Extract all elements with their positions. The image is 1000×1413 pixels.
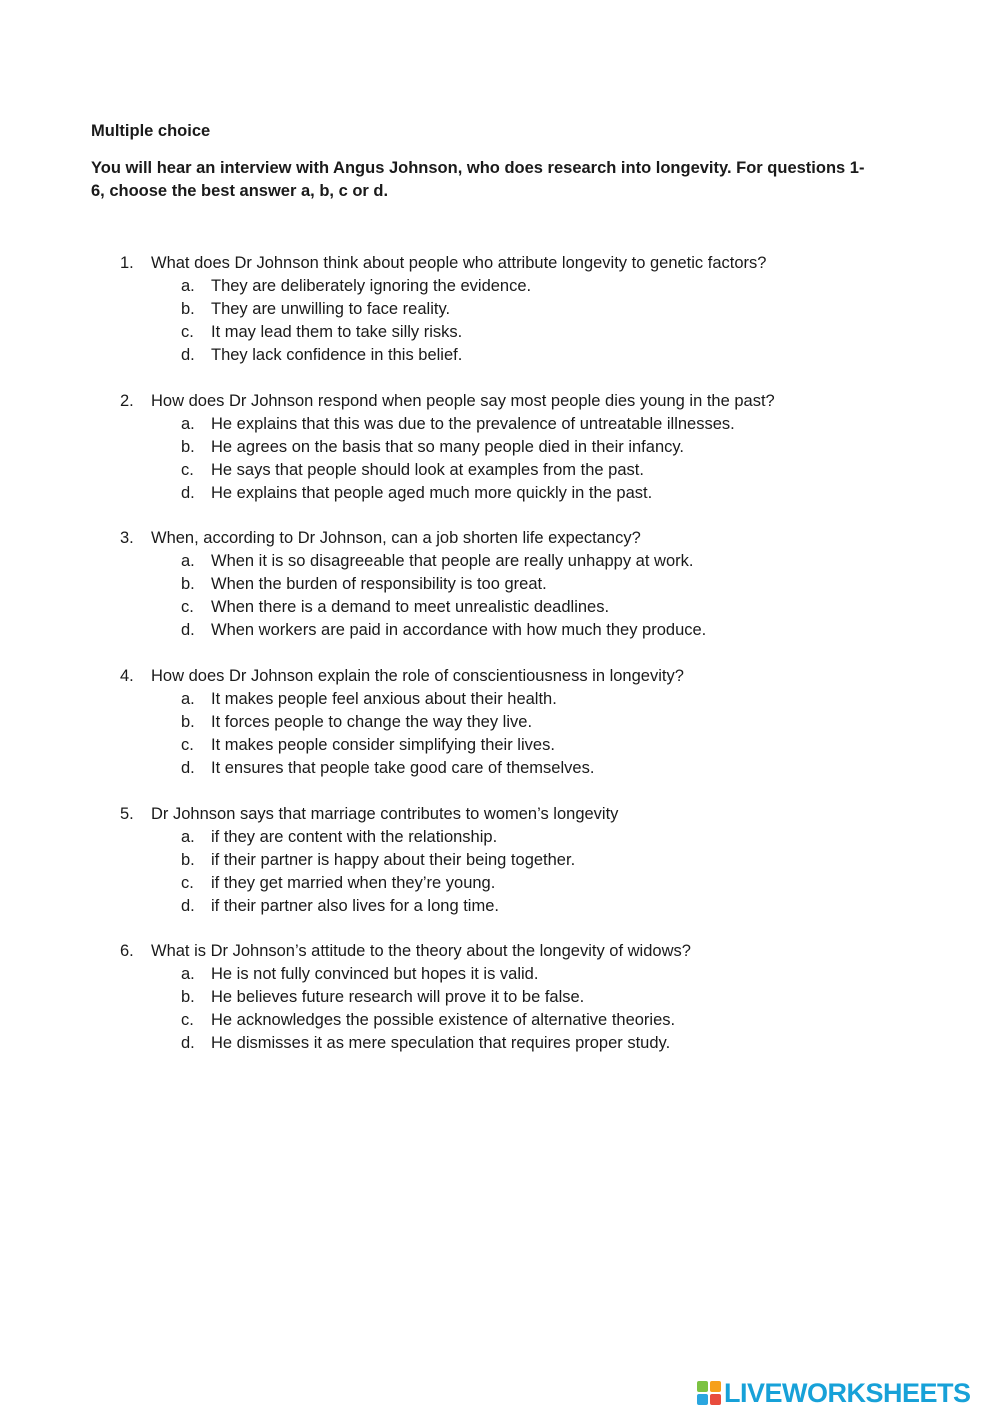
worksheet-title: Multiple choice <box>91 122 211 140</box>
logo-text: LIVEWORKSHEETS <box>724 1378 971 1408</box>
option-letter: d. <box>181 483 195 502</box>
answer-option[interactable] <box>181 734 880 757</box>
option-letter: b. <box>181 300 195 318</box>
answer-option[interactable] <box>181 688 880 711</box>
option-text: When the burden of responsibility is too great. <box>211 575 547 594</box>
option-letter: a. <box>181 690 195 709</box>
question-text: Dr Johnson says that marriage contributes to women’s longevity <box>151 804 619 823</box>
option-list <box>120 826 880 918</box>
option-letter: a. <box>181 827 195 846</box>
option-text: He explains that this was due to the prevalence of untreatable illnesses. <box>211 414 735 433</box>
question-number: 4. <box>120 667 134 686</box>
option-text: He says that people should look at examples from the past. <box>211 460 644 479</box>
option-letter: c. <box>181 873 194 892</box>
answer-option[interactable] <box>181 1032 880 1055</box>
question-item <box>120 252 880 367</box>
answer-option[interactable] <box>181 321 880 344</box>
answer-option[interactable] <box>181 482 880 505</box>
question-item <box>120 665 880 780</box>
option-letter: b. <box>181 437 195 456</box>
question-item <box>120 390 880 505</box>
option-letter: d. <box>181 896 195 915</box>
option-text: It ensures that people take good care of themselves. <box>211 759 595 778</box>
option-letter: c. <box>181 323 194 341</box>
option-letter: a. <box>181 552 195 571</box>
question-number: 6. <box>120 942 134 961</box>
option-letter: a. <box>181 414 195 433</box>
option-text: It makes people consider simplifying their lives. <box>211 736 555 755</box>
option-letter: a. <box>181 965 195 984</box>
option-text: When it is so disagreeable that people are really unhappy at work. <box>211 552 694 571</box>
option-letter: c. <box>181 1011 194 1030</box>
option-text: They are unwilling to face reality. <box>211 300 451 318</box>
answer-option[interactable] <box>181 550 880 573</box>
question-number: 1. <box>120 254 134 272</box>
answer-option[interactable] <box>181 711 880 734</box>
option-text: if their partner is happy about their being together. <box>211 850 576 869</box>
option-text: if their partner also lives for a long time. <box>211 896 499 915</box>
question-number: 3. <box>120 529 134 548</box>
answer-option[interactable] <box>181 849 880 872</box>
option-letter: b. <box>181 713 195 732</box>
option-list <box>120 963 880 1055</box>
option-text: They lack confidence in this belief. <box>211 346 463 364</box>
answer-option[interactable] <box>181 895 880 918</box>
option-text: He acknowledges the possible existence of alternative theories. <box>211 1011 676 1030</box>
question-text: How does Dr Johnson explain the role of conscientiousness in longevity? <box>151 667 684 686</box>
question-number: 2. <box>120 391 134 410</box>
option-letter: b. <box>181 575 195 594</box>
answer-option[interactable] <box>181 986 880 1009</box>
answer-option[interactable] <box>181 413 880 436</box>
answer-option[interactable] <box>181 344 880 367</box>
answer-option[interactable] <box>181 963 880 986</box>
question-item <box>120 527 880 642</box>
answer-option[interactable] <box>181 298 880 321</box>
answer-option[interactable] <box>181 757 880 780</box>
option-list <box>120 688 880 780</box>
question-text: What does Dr Johnson think about people who attribute longevity to genetic factors? <box>151 254 767 272</box>
answer-option[interactable] <box>181 1009 880 1032</box>
option-text: When workers are paid in accordance with how much they produce. <box>211 621 707 640</box>
answer-option[interactable] <box>181 436 880 459</box>
liveworksheets-logo <box>697 1378 971 1408</box>
option-text: They are deliberately ignoring the evidence. <box>211 277 532 295</box>
answer-option[interactable] <box>181 573 880 596</box>
option-text: He is not fully convinced but hopes it is valid. <box>211 965 539 984</box>
option-text: He dismisses it as mere speculation that requires proper study. <box>211 1034 671 1053</box>
question-item <box>120 803 880 918</box>
option-text: He explains that people aged much more quickly in the past. <box>211 483 653 502</box>
option-letter: d. <box>181 1034 195 1053</box>
question-text: What is Dr Johnson’s attitude to the theory about the longevity of widows? <box>151 942 691 961</box>
option-text: He agrees on the basis that so many people died in their infancy. <box>211 437 684 456</box>
option-letter: b. <box>181 988 195 1007</box>
option-text: It makes people feel anxious about their health. <box>211 690 557 709</box>
answer-option[interactable] <box>181 619 880 642</box>
answer-option[interactable] <box>181 872 880 895</box>
option-list <box>120 413 880 505</box>
answer-option[interactable] <box>181 459 880 482</box>
option-text: When there is a demand to meet unrealistic deadlines. <box>211 598 610 617</box>
question-text: When, according to Dr Johnson, can a job shorten life expectancy? <box>151 529 641 548</box>
option-letter: c. <box>181 736 194 755</box>
option-letter: d. <box>181 346 195 364</box>
question-number: 5. <box>120 804 134 823</box>
question-list <box>120 252 880 1078</box>
answer-option[interactable] <box>181 275 880 298</box>
option-text: It forces people to change the way they live. <box>211 713 533 732</box>
option-letter: a. <box>181 277 195 295</box>
option-text: if they are content with the relationship. <box>211 827 498 846</box>
worksheet-instructions: You will hear an interview with Angus Johnson, who does research into longevity. For questions 1-6, choose the best answer a, b, c or d. <box>91 159 865 200</box>
option-letter: c. <box>181 598 194 617</box>
option-list <box>120 550 880 642</box>
option-letter: c. <box>181 460 194 479</box>
option-letter: d. <box>181 621 195 640</box>
option-letter: d. <box>181 759 195 778</box>
option-text: It may lead them to take silly risks. <box>211 323 463 341</box>
question-item <box>120 940 880 1055</box>
option-text: if they get married when they’re young. <box>211 873 496 892</box>
option-letter: b. <box>181 850 195 869</box>
liveworksheets-logo-icon <box>697 1381 721 1405</box>
option-text: He believes future research will prove it to be false. <box>211 988 585 1007</box>
answer-option[interactable] <box>181 596 880 619</box>
option-list <box>120 275 880 367</box>
question-text: How does Dr Johnson respond when people say most people dies young in the past? <box>151 391 775 410</box>
answer-option[interactable] <box>181 826 880 849</box>
